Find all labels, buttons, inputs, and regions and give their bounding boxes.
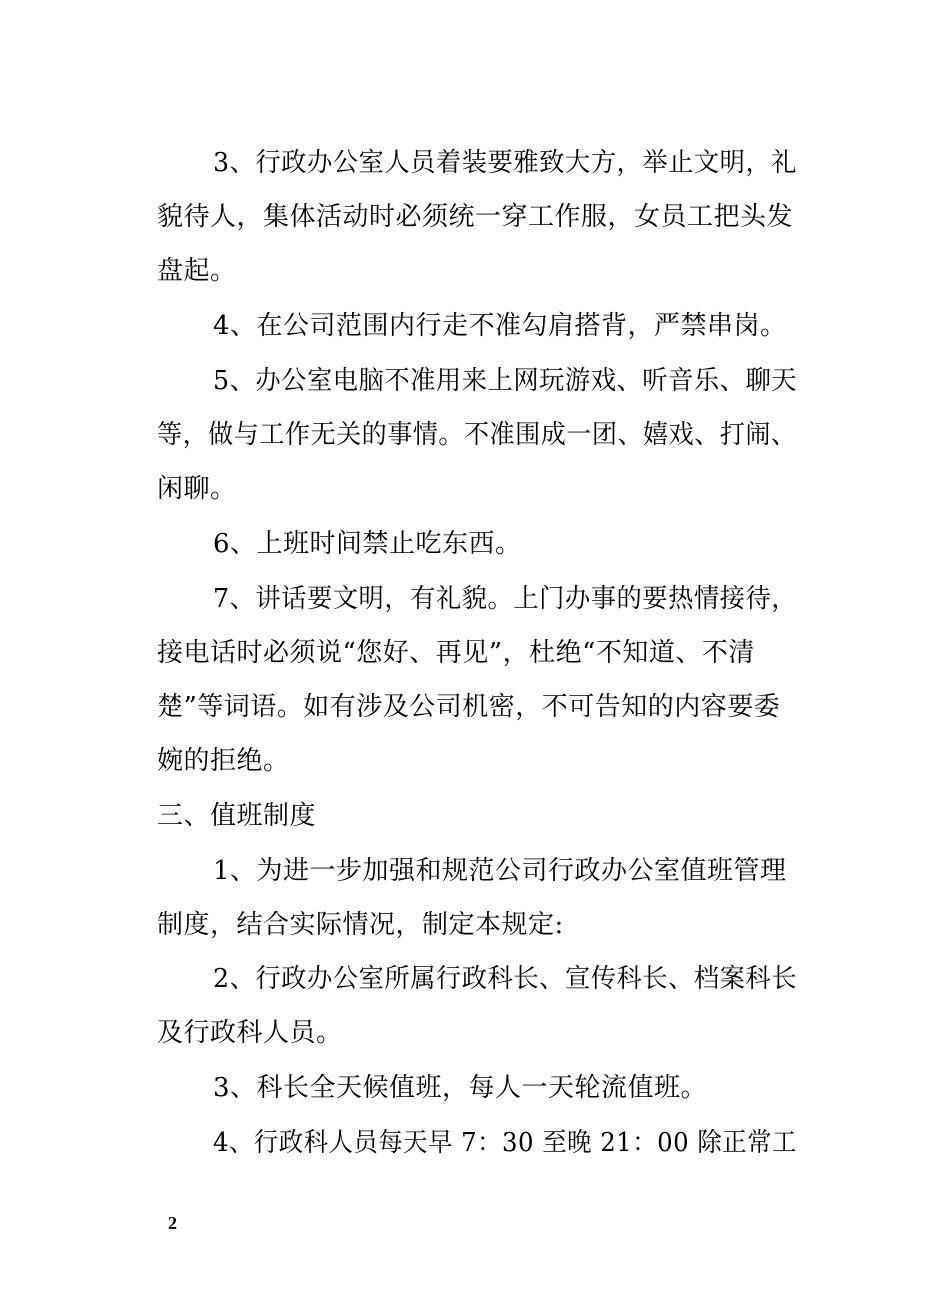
text-line: 3、行政办公室人员着装要雅致大方，举止文明，礼 bbox=[213, 148, 798, 178]
text-line: 接电话时必须说“您好、再见”，杜绝“不知道、不清 bbox=[157, 638, 755, 668]
text-line: 2、行政办公室所属行政科长、宣传科长、档案科长 bbox=[213, 964, 798, 994]
text-line: 5、办公室电脑不准用来上网玩游戏、听音乐、聊天 bbox=[213, 366, 798, 396]
text-line: 及行政科人员。 bbox=[157, 1018, 343, 1048]
text-line: 貌待人，集体活动时必须统一穿工作服，女员工把头发 bbox=[157, 202, 794, 232]
text-line: 等，做与工作无关的事情。不准围成一团、嬉戏、打闹、 bbox=[157, 420, 797, 450]
text-line: 1、为进一步加强和规范公司行政办公室值班管理 bbox=[213, 856, 787, 886]
text-line: 3、科长全天候值班，每人一天轮流值班。 bbox=[213, 1073, 708, 1103]
text-line: 闲聊。 bbox=[157, 474, 237, 504]
text-line: 盘起。 bbox=[157, 256, 237, 286]
text-line: 4、在公司范围内行走不准勾肩搭背，严禁串岗。 bbox=[213, 311, 787, 341]
page-number: 2 bbox=[168, 1213, 177, 1233]
section-heading: 三、值班制度 bbox=[157, 801, 317, 831]
text-line: 制度，结合实际情况，制定本规定: bbox=[157, 910, 564, 940]
text-line: 楚”等词语。如有涉及公司机密，不可告知的内容要委 bbox=[157, 692, 781, 722]
text-line: 7、讲话要文明，有礼貌。上门办事的要热情接待， bbox=[213, 584, 798, 614]
text-line: 婉的拒绝。 bbox=[157, 746, 290, 776]
text-line: 4、行政科人员每天早 7：30 至晚 21：00 除正常工 bbox=[213, 1128, 797, 1158]
text-line: 6、上班时间禁止吃东西。 bbox=[213, 529, 522, 559]
